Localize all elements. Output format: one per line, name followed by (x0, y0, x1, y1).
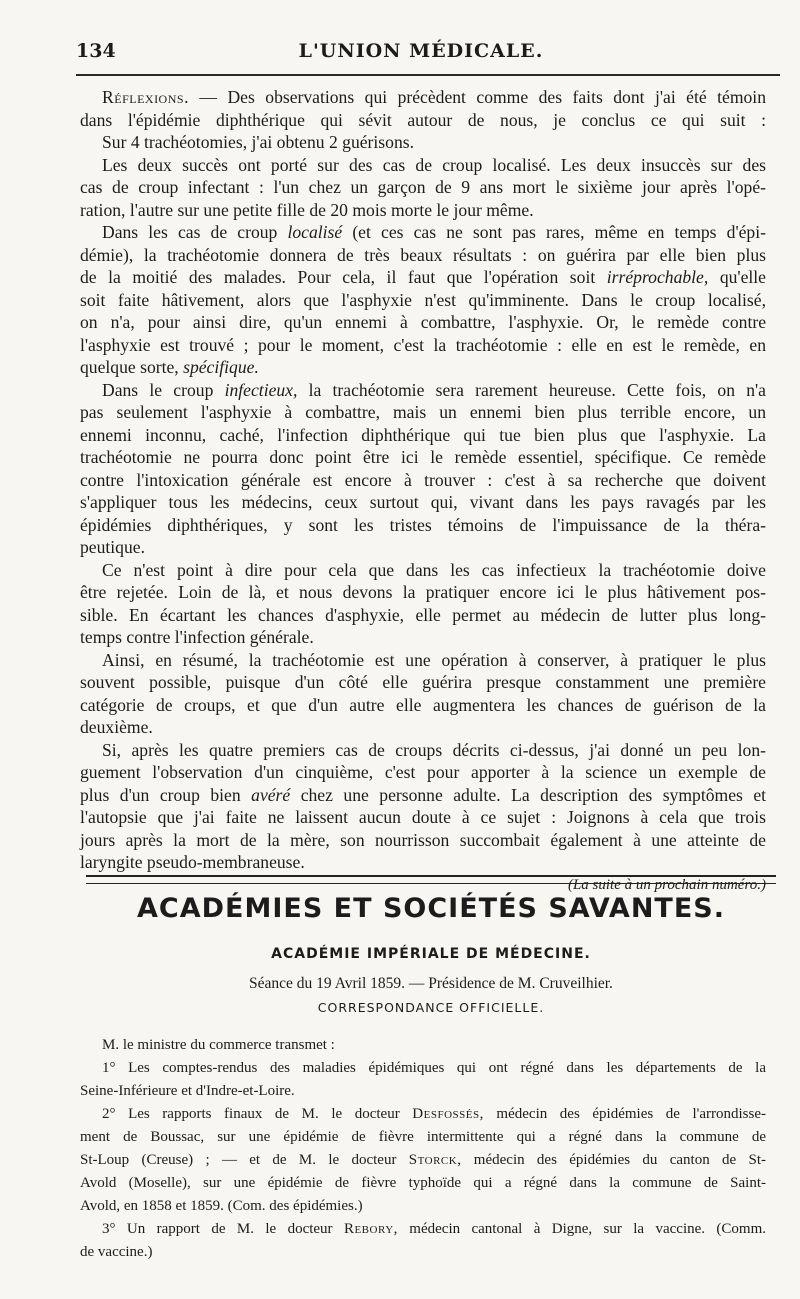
correspondence-line: Avold, en 1858 et 1859. (Com. des épidémies.) (80, 1198, 363, 1214)
running-head (76, 40, 766, 74)
header-rule (76, 74, 780, 76)
article-line: deuxième. (80, 717, 153, 737)
article-line: Sur 4 trachéotomies, j'ai obtenu 2 guérisons. (102, 132, 414, 152)
journal-title: L'UNION MÉDICALE. (298, 40, 544, 62)
article-line: pas seulement l'asphyxie à combattre, mais un ennemi bien plus terrible encore, un (80, 402, 766, 422)
article-line: on n'a, pour ainsi dire, qu'un ennemi à combattre, l'asphyxie. Or, le remède contre (80, 312, 766, 332)
page-number: 134 (76, 40, 116, 62)
article-line: Réflexions. — Des observations qui précèdent comme des faits dont j'ai été témoin (102, 87, 766, 107)
article-line: dans l'épidémie diphthérique qui sévit autour de nous, je conclus ce qui suit : (80, 109, 766, 130)
article-line: s'appliquer tous les médecins, ceux surtout qui, vivant dans les pays ravagés par les (80, 492, 766, 512)
article-line: être rejetée. Loin de là, et nous devons la pratiquer encore ici le plus hâtivement pos- (80, 582, 766, 602)
correspondence-heading: CORRESPONDANCE OFFICIELLE. (317, 1000, 545, 1015)
article-line: l'autopsie que j'ai faite ne laissent aucun doute à ce sujet : Joignons à cela que trois (80, 807, 766, 827)
article-line: Si, après les quatre premiers cas de croups décrits ci-dessus, j'ai donné un peu lon- (102, 739, 766, 760)
section-title: ACADÉMIES ET SOCIÉTÉS SAVANTES. (137, 893, 725, 924)
correspondence-line: M. le ministre du commerce transmet : (102, 1037, 335, 1053)
correspondence-line: 1° Les comptes-rendus des maladies épidémiques qui ont régné dans les départements de la (102, 1060, 766, 1076)
article-line: souvent possible, puisque d'un côté elle guérira presque constamment une première (80, 672, 766, 692)
correspondence-line: 3° Un rapport de M. le docteur Rebory, médecin cantonal à Digne, sur la vaccine. (Comm. (102, 1221, 767, 1237)
reflexions-lead: Réflexions. (102, 87, 189, 107)
article-line: Les deux succès ont porté sur des cas de croup localisé. Les deux insuccès sur des (102, 154, 766, 175)
article-line: temps contre l'infection générale. (80, 627, 314, 647)
article-line: laryngite pseudo-membraneuse. (80, 852, 305, 872)
correspondence-body (80, 1034, 766, 1264)
article-line: épidémies diphthériques, y sont les tristes témoins de l'impuissance de la théra- (80, 514, 766, 535)
correspondence-line: St-Loup (Creuse) ; — et de M. le docteur Storck, médecin des épidémies du canton de St- (80, 1152, 767, 1168)
seance-line: Séance du 19 Avril 1859. — Présidence de M. Cruveilhier. (249, 975, 613, 992)
article-line: plus d'un croup bien avéré chez une personne adulte. La description des symptômes et (80, 784, 767, 805)
article-line: jours après la mort de la mère, son nourrisson succombait également à une atteinte de (80, 829, 766, 850)
article-line: l'asphyxie est trouvé ; pour le moment, c'est la trachéotomie : elle en est le remède, en (80, 334, 766, 355)
article-line: catégorie de croups, et que d'un autre elle augmentera les chances de guérison de la (80, 694, 766, 715)
article-line: Dans le croup infectieux, la trachéotomie sera rarement heureuse. Cette fois, on n'a (102, 379, 766, 400)
correspondence-line: 2° Les rapports finaux de M. le docteur Desfossés, médecin des épidémies de l'arrondisse- (102, 1106, 767, 1122)
article-line: sible. En écartant les chances d'asphyxie, elle permet au médecin de lutter plus long- (80, 604, 766, 625)
article-line: soit faite hâtivement, alors que l'asphyxie n'est qu'imminente. Dans le croup localisé, (80, 289, 766, 310)
article-line: contre l'intoxication générale est encore à trouver : c'est à sa recherche que doivent (80, 469, 766, 490)
correspondence-line: de vaccine.) (80, 1244, 153, 1260)
article-line: peutique. (80, 537, 145, 557)
academy-title: ACADÉMIE IMPÉRIALE DE MÉDECINE. (271, 946, 591, 962)
article-body (80, 86, 766, 896)
continued-note: (La suite à un prochain numéro.) (567, 876, 766, 893)
article-line: quelque sorte, spécifique. (80, 357, 259, 377)
article-line: de la moitié des malades. Pour cela, il faut que l'opération soit irréprochable, qu'elle (80, 267, 766, 287)
article-line: cas de croup infectant : l'un chez un garçon de 9 ans mort le sixième jour après l'opé- (80, 177, 766, 197)
article-line: ennemi inconnu, caché, l'infection diphthérique qui tue bien plus que l'asphyxie. La (80, 424, 766, 445)
correspondence-line: Seine-Inférieure et d'Indre-et-Loire. (80, 1083, 295, 1099)
correspondence-line: Avold (Moselle), sur une épidémie de fièvre typhoïde qui a régné dans la commune de Saint- (80, 1175, 766, 1191)
article-line: Ainsi, en résumé, la trachéotomie est une opération à conserver, à pratiquer le plus (102, 649, 766, 670)
section-divider (86, 875, 776, 884)
correspondence-line: ment de Boussac, sur une épidémie de fièvre intermittente qui a régné dans la commune de (80, 1129, 766, 1145)
article-line: démie), la trachéotomie donnera de très beaux résultats : on guérira par elle bien plus (80, 244, 766, 265)
article-line: guement l'observation d'un cinquième, c'est pour apporter à la science un exemple de (80, 762, 766, 782)
article-line: Dans les cas de croup localisé (et ces cas ne sont pas rares, même en temps d'épi- (102, 222, 766, 242)
article-line: Ce n'est point à dire pour cela que dans les cas infectieux la trachéotomie doive (102, 559, 766, 580)
article-line: ration, l'autre sur une petite fille de 20 mois morte le jour même. (80, 199, 534, 220)
article-line: trachéotomie ne pourra donc point être ici le remède essentiel, spécifique. Ce remède (80, 447, 766, 467)
